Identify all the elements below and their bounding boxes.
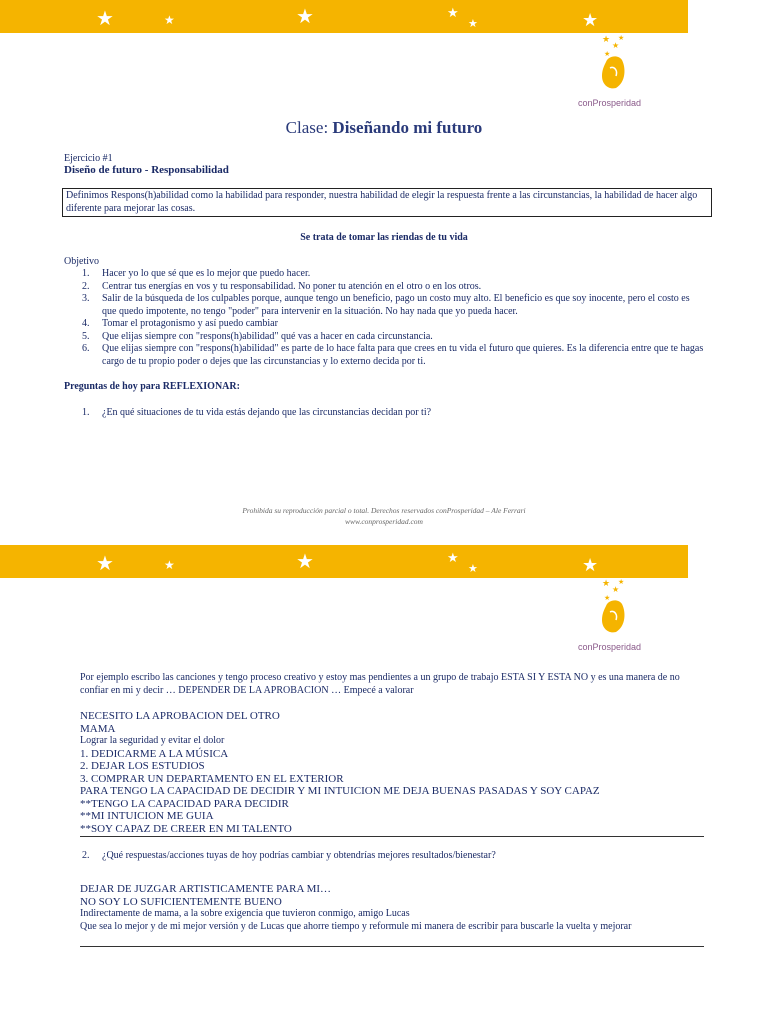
header-banner [0, 0, 688, 33]
objectives-list [82, 268, 704, 368]
example-paragraph: Por ejemplo escribo las canciones y tengo proceso creativo y estoy mas pendientes a un grupo de trabajo ESTA SI Y ESTA NO y es una manera de no confiar en mi y decir … DEPENDER DE LA APROBACION … Empecé a valorar [80, 672, 680, 696]
star-icon: ★ [296, 549, 314, 573]
page-title [0, 118, 768, 138]
star-icon: ★ [96, 6, 114, 30]
definition-box: Definimos Respons(h)abilidad como la habilidad para responder, nuestra habilidad de elegir la respuesta frente a las circunstancias, la habilidad de hacer algo diferente para mejorar las cosas. [62, 188, 712, 217]
star-icon: ★ [164, 558, 175, 572]
note-line: MAMA [80, 722, 116, 735]
note-line: **SOY CAPAZ DE CREER EN MI TALENTO [80, 822, 292, 835]
note-line: NECESITO LA APROBACION DEL OTRO [80, 710, 280, 722]
svg-text:★: ★ [602, 579, 611, 589]
star-icon: ★ [468, 17, 478, 30]
brand-logo [578, 32, 662, 108]
hand-stars-icon [578, 576, 662, 640]
question-text: ¿Qué respuestas/acciones tuyas de hoy podrías cambiar y obtendrías mejores resultados/bienestar? [102, 850, 496, 861]
exercise-title: Diseño de futuro - Responsabilidad [64, 164, 229, 176]
list-item: 2. Centrar tus energías en vos y tu responsabilidad. No poner tu atención en el otro o en los otros. [82, 280, 482, 292]
list-item: 5. Que elijas siempre con "respons(h)abilidad" qué vas a hacer en cada circunstancia. [82, 330, 433, 342]
star-icon: ★ [447, 551, 459, 566]
brand-logo-page-2 [578, 576, 662, 652]
title-prefix: Clase: [285, 118, 329, 137]
hand-stars-icon [578, 32, 662, 96]
svg-text:★: ★ [612, 41, 620, 50]
svg-text:★: ★ [612, 585, 620, 594]
brand-logo-text: conProsperidad [578, 98, 642, 108]
star-icon: ★ [582, 10, 599, 31]
list-item: 4. Tomar el protagonismo y así puedo cambiar [82, 318, 278, 329]
note-line: **TENGO LA CAPACIDAD PARA DECIDIR [80, 797, 289, 810]
svg-text:★: ★ [618, 578, 625, 586]
title-main: Diseñando mi futuro [332, 118, 483, 137]
objective-label: Objetivo [64, 256, 99, 267]
brand-logo-text: conProsperidad [578, 642, 642, 652]
star-icon: ★ [447, 6, 459, 21]
svg-text:★: ★ [604, 594, 611, 602]
question-text: ¿En qué situaciones de tu vida estás dejando que las circunstancias decidan por ti? [102, 407, 432, 418]
star-icon: ★ [164, 13, 175, 27]
answer-line: Indirectamente de mama, a la sobre exigencia que tuvieron conmigo, amigo Lucas [80, 908, 410, 919]
notes-block [80, 710, 720, 835]
note-line: **MI INTUICION ME GUIA [80, 810, 214, 822]
answer-line: DEJAR DE JUZGAR ARTISTICAMENTE PARA MI… [80, 883, 332, 895]
answer-line: NO SOY LO SUFICIENTEMENTE BUENO [80, 895, 282, 908]
answer-divider [80, 946, 704, 947]
section-subtitle: Se trata de tomar las riendas de tu vida [300, 232, 468, 243]
answer-line: Que sea lo mejor y de mi mejor versión y de Lucas que ahorre tiempo y reformule mi manera de escribir para buscarle la vuelta y mejorar [80, 920, 632, 932]
star-icon: ★ [582, 555, 599, 576]
note-line: 2. DEJAR LOS ESTUDIOS [80, 760, 205, 772]
svg-text:★: ★ [602, 35, 611, 45]
questions-heading: Preguntas de hoy para REFLEXIONAR: [64, 381, 240, 392]
answer-divider [80, 836, 704, 837]
star-icon: ★ [96, 551, 114, 575]
note-line: 3. COMPRAR UN DEPARTAMENTO EN EL EXTERIOR [80, 772, 344, 785]
footer-copyright: Prohibida su reproducción parcial o total. Derechos reservados conProsperidad – Ale Ferrari [242, 506, 526, 515]
list-item: 3. Salir de la búsqueda de los culpables porque, aunque tengo un beneficio, pago un costo muy alto. El beneficio es que soy inocente, pero el costo es que quedo impotente, no tengo "poder" para intervenir en la situación. No hay nada que yo pueda hacer. [82, 293, 690, 317]
exercise-label: Ejercicio #1 [64, 153, 113, 164]
question-number: 1. [82, 407, 90, 418]
question-number: 2. [82, 850, 90, 861]
list-item: 1. Hacer yo lo que sé que es lo mejor que puedo hacer. [82, 268, 311, 279]
note-line: Lograr la seguridad y evitar el dolor [80, 735, 225, 746]
footer-website: www.conprosperidad.com [345, 517, 423, 526]
header-banner-page-2 [0, 545, 688, 578]
star-icon: ★ [296, 4, 314, 28]
svg-text:★: ★ [618, 34, 625, 42]
question-1 [82, 407, 704, 420]
list-item: 6. Que elijas siempre con "respons(h)abilidad" es parte de lo hace falta para que crees en tu vida el futuro que quieres. Es la diferencia entre que te hagas cargo de tu propio poder o dejes que las circunstancias y lo externo decida por ti. [82, 343, 704, 367]
note-line: PARA TENGO LA CAPACIDAD DE DECIDIR Y MI INTUICION ME DEJA BUENAS PASADAS Y SOY CAPAZ [80, 785, 600, 797]
answer-block [80, 883, 720, 933]
star-icon: ★ [468, 562, 478, 575]
question-2 [82, 850, 704, 863]
note-line: 1. DEDICARME A LA MÚSICA [80, 747, 229, 760]
svg-text:★: ★ [604, 50, 611, 58]
